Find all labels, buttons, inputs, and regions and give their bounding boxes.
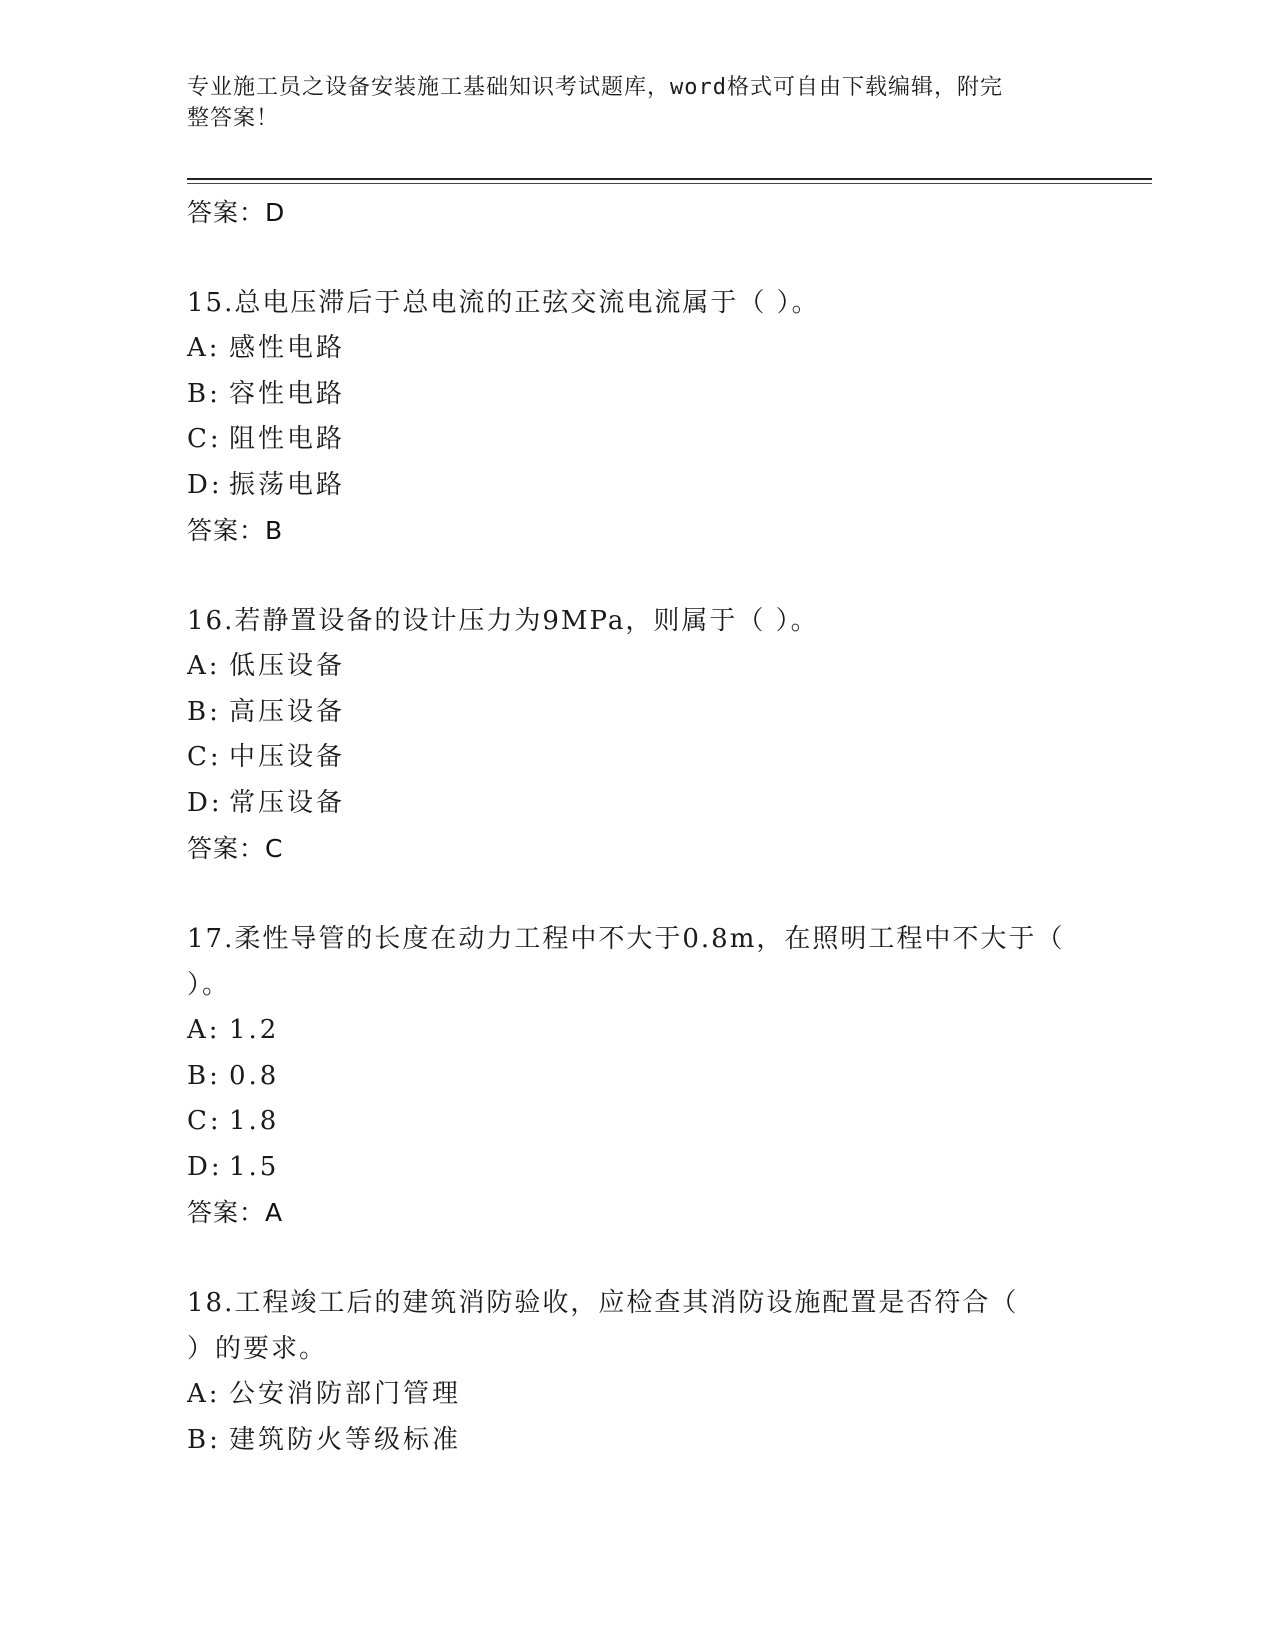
option-key: C: bbox=[187, 742, 222, 772]
header-line-1: 专业施工员之设备安装施工基础知识考试题库，word格式可自由下载编辑，附完 bbox=[187, 75, 1003, 100]
option-b bbox=[187, 1054, 1087, 1100]
question-15 bbox=[187, 280, 1087, 554]
option-b bbox=[187, 1418, 1087, 1464]
option-text: 建筑防火等级标准 bbox=[229, 1424, 462, 1455]
header-divider-thick bbox=[187, 178, 1152, 180]
document-header bbox=[187, 72, 1067, 134]
option-text: 1.8 bbox=[229, 1106, 280, 1136]
question-16 bbox=[187, 598, 1087, 872]
option-key: D: bbox=[187, 787, 223, 818]
option-text: 公安消防部门管理 bbox=[229, 1379, 462, 1409]
answer-line: 答案：D bbox=[187, 198, 286, 227]
option-key: A: bbox=[187, 333, 221, 363]
option-c bbox=[187, 735, 1087, 781]
option-text: 高压设备 bbox=[229, 696, 346, 727]
question-stem: 15.总电压滞后于总电流的正弦交流电流属于（ ）。 bbox=[187, 288, 820, 318]
answer-line: 答案：A bbox=[187, 1198, 284, 1227]
option-a bbox=[187, 326, 1087, 372]
header-divider-thin bbox=[187, 183, 1152, 184]
option-key: B: bbox=[187, 696, 221, 727]
option-text: 0.8 bbox=[229, 1060, 280, 1091]
header-line-2: 整答案！ bbox=[187, 106, 280, 131]
option-key: B: bbox=[187, 378, 221, 409]
option-d bbox=[187, 781, 1087, 827]
option-b bbox=[187, 372, 1087, 418]
option-text: 阻性电路 bbox=[229, 424, 346, 454]
option-key: C: bbox=[187, 1106, 222, 1136]
option-a bbox=[187, 644, 1087, 690]
option-text: 常压设备 bbox=[229, 787, 346, 818]
option-text: 中压设备 bbox=[229, 742, 346, 772]
option-key: D: bbox=[187, 1151, 223, 1182]
option-b bbox=[187, 690, 1087, 736]
option-key: C: bbox=[187, 424, 222, 454]
option-key: A: bbox=[187, 1379, 221, 1409]
option-key: B: bbox=[187, 1424, 221, 1455]
question-17 bbox=[187, 916, 1087, 1236]
option-text: 振荡电路 bbox=[229, 469, 346, 500]
option-d bbox=[187, 1145, 1087, 1191]
answer-line: 答案：B bbox=[187, 516, 284, 545]
question-stem: 18.工程竣工后的建筑消防验收，应检查其消防设施配置是否符合（ ）的要求。 bbox=[187, 1288, 1019, 1364]
option-text: 感性电路 bbox=[229, 333, 346, 363]
question-list bbox=[187, 190, 1087, 1463]
question-stem: 17.柔性导管的长度在动力工程中不大于0.8m，在照明工程中不大于（ ）。 bbox=[187, 924, 1065, 1000]
option-key: B: bbox=[187, 1060, 221, 1091]
option-a bbox=[187, 1372, 1087, 1418]
option-d bbox=[187, 463, 1087, 509]
option-a bbox=[187, 1008, 1087, 1054]
option-text: 1.5 bbox=[229, 1151, 280, 1182]
option-text: 1.2 bbox=[229, 1015, 280, 1045]
option-key: D: bbox=[187, 469, 223, 500]
option-c bbox=[187, 1099, 1087, 1145]
question-18 bbox=[187, 1280, 1087, 1463]
option-text: 低压设备 bbox=[229, 651, 346, 681]
option-text: 容性电路 bbox=[229, 378, 346, 409]
option-key: A: bbox=[187, 651, 221, 681]
option-key: A: bbox=[187, 1015, 221, 1045]
question-stem: 16.若静置设备的设计压力为9MPa，则属于（ ）。 bbox=[187, 606, 819, 636]
answer-line: 答案：C bbox=[187, 834, 284, 863]
option-c bbox=[187, 417, 1087, 463]
